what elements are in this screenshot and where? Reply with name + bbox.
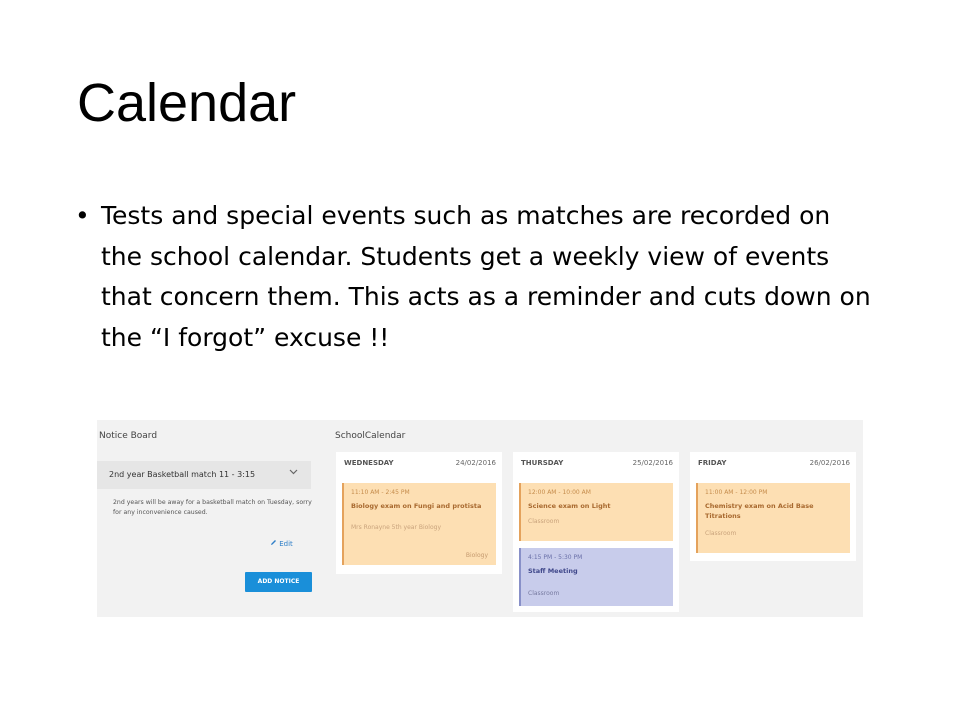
day-name: FRIDAY xyxy=(698,459,727,467)
event-time: 12:00 AM - 10:00 AM xyxy=(528,489,591,496)
day-date: 24/02/2016 xyxy=(455,459,496,467)
event-time: 11:00 AM - 12:00 PM xyxy=(705,489,768,496)
bullet-dot: • xyxy=(75,201,90,230)
day-date: 25/02/2016 xyxy=(632,459,673,467)
pencil-icon xyxy=(270,540,279,548)
chevron-down-icon xyxy=(289,468,298,478)
day-column-wednesday xyxy=(336,452,502,574)
day-name: WEDNESDAY xyxy=(344,459,394,467)
event-location: Classroom xyxy=(705,530,737,537)
notice-item-label: 2nd year Basketball match 11 - 3:15 xyxy=(109,470,256,479)
day-column-thursday xyxy=(513,452,679,612)
edit-link[interactable] xyxy=(270,539,293,548)
notice-item-dropdown[interactable] xyxy=(97,461,311,489)
event-title: Biology exam on Fungi and protista xyxy=(351,502,482,510)
day-column-friday xyxy=(690,452,856,561)
bullet-point xyxy=(75,196,875,358)
bullet-text: Tests and special events such as matches are recorded on the school calendar. Students get a weekly view of events that concern them. This acts as a reminder and cuts down on the “I forgot” excuse !! xyxy=(101,201,871,352)
edit-label: Edit xyxy=(279,540,293,548)
event-title: Chemistry exam on Acid Base Titrations xyxy=(705,502,814,520)
day-date: 26/02/2016 xyxy=(809,459,850,467)
day-name: THURSDAY xyxy=(521,459,564,467)
calendar-title: SchoolCalendar xyxy=(335,431,406,441)
event-title: Staff Meeting xyxy=(528,567,578,575)
event-tag: Biology xyxy=(465,552,488,559)
notice-item-text: 2nd years will be away for a basketball match on Tuesday, sorry for any inconvenience caused. xyxy=(113,499,312,516)
calendar-screenshot xyxy=(97,420,863,617)
event-location: Mrs Ronayne 5th year Biology xyxy=(351,524,442,531)
event-card[interactable] xyxy=(519,548,673,606)
slide-title: Calendar xyxy=(77,73,297,133)
event-card[interactable] xyxy=(342,483,496,565)
add-notice-button[interactable]: ADD NOTICE xyxy=(245,572,312,592)
event-title: Science exam on Light xyxy=(528,502,611,510)
event-location: Classroom xyxy=(528,590,560,597)
event-location: Classroom xyxy=(528,518,560,525)
event-card[interactable] xyxy=(696,483,850,553)
notice-board-title: Notice Board xyxy=(99,431,158,441)
event-time: 4:15 PM - 5:30 PM xyxy=(528,554,583,561)
event-time: 11:10 AM - 2:45 PM xyxy=(351,489,410,496)
event-card[interactable] xyxy=(519,483,673,541)
